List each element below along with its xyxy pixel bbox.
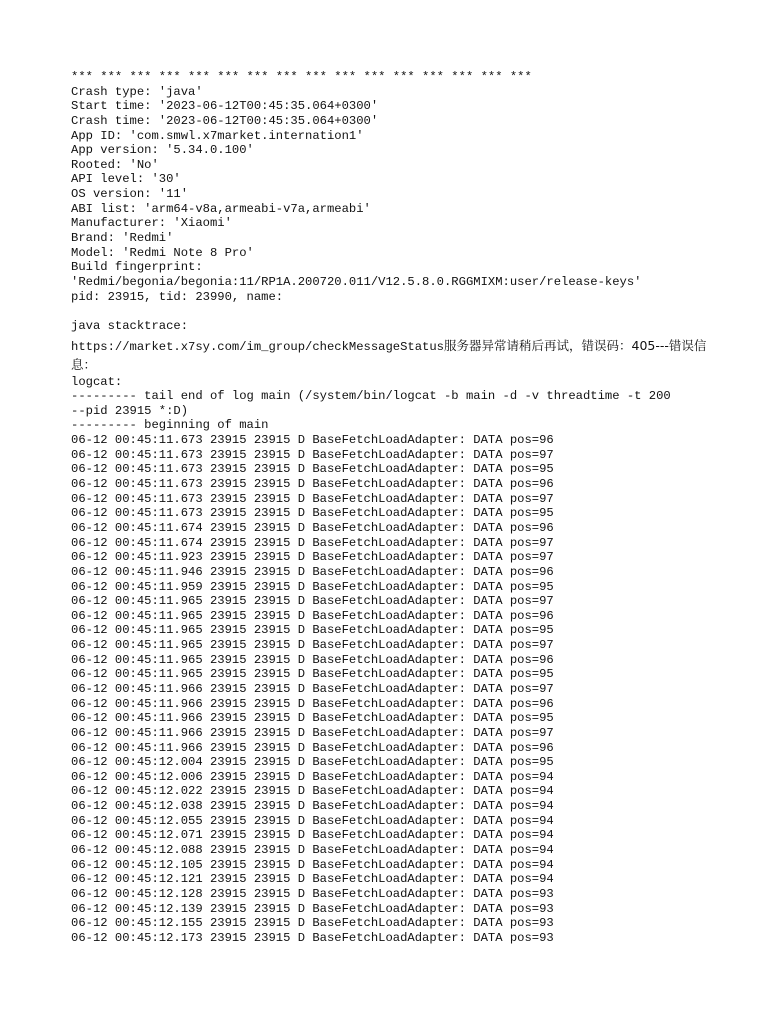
log-line: 06-12 00:45:12.055 23915 23915 D BaseFetchLoadAdapter: DATA pos=94 <box>71 813 554 828</box>
stacktrace-message <box>71 337 711 375</box>
log-line: 06-12 00:45:11.673 23915 23915 D BaseFetchLoadAdapter: DATA pos=96 <box>71 433 554 448</box>
blank-line <box>71 304 711 319</box>
log-line: 06-12 00:45:11.959 23915 23915 D BaseFetchLoadAdapter: DATA pos=95 <box>71 579 554 594</box>
crash-log-document <box>71 70 711 946</box>
header-line: Manufacturer: 'Xiaomi' <box>71 216 232 231</box>
log-line: 06-12 00:45:12.128 23915 23915 D BaseFetchLoadAdapter: DATA pos=93 <box>71 886 554 901</box>
header-line: Start time: '2023-06-12T00:45:35.064+0300' <box>71 99 379 114</box>
logcat-header-block <box>71 389 711 433</box>
log-line: 06-12 00:45:12.105 23915 23915 D BaseFetchLoadAdapter: DATA pos=94 <box>71 857 554 872</box>
log-line: 06-12 00:45:11.965 23915 23915 D BaseFetchLoadAdapter: DATA pos=97 <box>71 594 554 609</box>
log-line: 06-12 00:45:11.946 23915 23915 D BaseFetchLoadAdapter: DATA pos=96 <box>71 564 554 579</box>
log-line: 06-12 00:45:11.965 23915 23915 D BaseFetchLoadAdapter: DATA pos=95 <box>71 623 554 638</box>
logcat-label: logcat: <box>71 374 123 389</box>
log-line: 06-12 00:45:11.673 23915 23915 D BaseFetchLoadAdapter: DATA pos=97 <box>71 447 554 462</box>
log-line: 06-12 00:45:11.673 23915 23915 D BaseFetchLoadAdapter: DATA pos=95 <box>71 462 554 477</box>
log-line: 06-12 00:45:11.965 23915 23915 D BaseFetchLoadAdapter: DATA pos=95 <box>71 667 554 682</box>
separator-line: *** *** *** *** *** *** *** *** *** *** *** *** *** *** *** *** <box>71 70 532 84</box>
logcat-header-line: --pid 23915 *:D) <box>71 403 189 418</box>
log-line: 06-12 00:45:12.022 23915 23915 D BaseFetchLoadAdapter: DATA pos=94 <box>71 784 554 799</box>
log-line: 06-12 00:45:12.006 23915 23915 D BaseFetchLoadAdapter: DATA pos=94 <box>71 769 554 784</box>
header-line: Rooted: 'No' <box>71 157 159 172</box>
header-line: Brand: 'Redmi' <box>71 231 174 246</box>
crash-header-block <box>71 85 711 305</box>
log-line: 06-12 00:45:11.965 23915 23915 D BaseFetchLoadAdapter: DATA pos=96 <box>71 652 554 667</box>
log-line: 06-12 00:45:11.966 23915 23915 D BaseFetchLoadAdapter: DATA pos=96 <box>71 740 554 755</box>
log-line: 06-12 00:45:12.155 23915 23915 D BaseFetchLoadAdapter: DATA pos=93 <box>71 916 554 931</box>
header-line: App ID: 'com.smwl.x7market.internation1' <box>71 128 364 143</box>
log-line: 06-12 00:45:11.966 23915 23915 D BaseFetchLoadAdapter: DATA pos=97 <box>71 681 554 696</box>
header-line: API level: '30' <box>71 172 181 187</box>
stacktrace-error-text: 服务器异常请稍后再试，错误码：405---错误信息： <box>71 337 707 372</box>
stacktrace-url: https://market.x7sy.com/im_group/checkMessageStatus <box>71 339 444 354</box>
log-line: 06-12 00:45:12.121 23915 23915 D BaseFetchLoadAdapter: DATA pos=94 <box>71 872 554 887</box>
log-line: 06-12 00:45:11.674 23915 23915 D BaseFetchLoadAdapter: DATA pos=96 <box>71 520 554 535</box>
log-line: 06-12 00:45:11.966 23915 23915 D BaseFetchLoadAdapter: DATA pos=96 <box>71 696 554 711</box>
stacktrace-label: java stacktrace: <box>71 318 189 333</box>
log-line: 06-12 00:45:11.673 23915 23915 D BaseFetchLoadAdapter: DATA pos=97 <box>71 491 554 506</box>
log-line: 06-12 00:45:11.966 23915 23915 D BaseFetchLoadAdapter: DATA pos=97 <box>71 725 554 740</box>
header-line: ABI list: 'arm64-v8a,armeabi-v7a,armeabi' <box>71 201 371 216</box>
logcat-header-line: --------- tail end of log main (/system/bin/logcat -b main -d -v threadtime -t 200 <box>71 389 671 404</box>
log-line: 06-12 00:45:12.004 23915 23915 D BaseFetchLoadAdapter: DATA pos=95 <box>71 755 554 770</box>
log-line: 06-12 00:45:11.674 23915 23915 D BaseFetchLoadAdapter: DATA pos=97 <box>71 535 554 550</box>
log-line: 06-12 00:45:11.923 23915 23915 D BaseFetchLoadAdapter: DATA pos=97 <box>71 550 554 565</box>
log-line: 06-12 00:45:11.965 23915 23915 D BaseFetchLoadAdapter: DATA pos=96 <box>71 608 554 623</box>
log-lines-list <box>71 433 711 945</box>
log-line: 06-12 00:45:11.965 23915 23915 D BaseFetchLoadAdapter: DATA pos=97 <box>71 638 554 653</box>
header-line: Crash time: '2023-06-12T00:45:35.064+0300' <box>71 113 379 128</box>
log-line: 06-12 00:45:11.966 23915 23915 D BaseFetchLoadAdapter: DATA pos=95 <box>71 711 554 726</box>
header-line: 'Redmi/begonia/begonia:11/RP1A.200720.011/V12.5.8.0.RGGMIXM:user/release-keys' <box>71 274 642 289</box>
log-line: 06-12 00:45:12.038 23915 23915 D BaseFetchLoadAdapter: DATA pos=94 <box>71 799 554 814</box>
log-line: 06-12 00:45:12.173 23915 23915 D BaseFetchLoadAdapter: DATA pos=93 <box>71 930 554 945</box>
header-line: Build fingerprint: <box>71 260 203 275</box>
log-line: 06-12 00:45:12.071 23915 23915 D BaseFetchLoadAdapter: DATA pos=94 <box>71 828 554 843</box>
log-line: 06-12 00:45:12.139 23915 23915 D BaseFetchLoadAdapter: DATA pos=93 <box>71 901 554 916</box>
logcat-header-line: --------- beginning of main <box>71 418 269 433</box>
header-line: App version: '5.34.0.100' <box>71 143 254 158</box>
header-line: OS version: '11' <box>71 187 189 202</box>
log-line: 06-12 00:45:11.673 23915 23915 D BaseFetchLoadAdapter: DATA pos=96 <box>71 477 554 492</box>
header-line: Model: 'Redmi Note 8 Pro' <box>71 245 254 260</box>
log-line: 06-12 00:45:11.673 23915 23915 D BaseFetchLoadAdapter: DATA pos=95 <box>71 506 554 521</box>
header-line: pid: 23915, tid: 23990, name: <box>71 289 284 304</box>
log-line: 06-12 00:45:12.088 23915 23915 D BaseFetchLoadAdapter: DATA pos=94 <box>71 843 554 858</box>
header-line: Crash type: 'java' <box>71 84 203 99</box>
